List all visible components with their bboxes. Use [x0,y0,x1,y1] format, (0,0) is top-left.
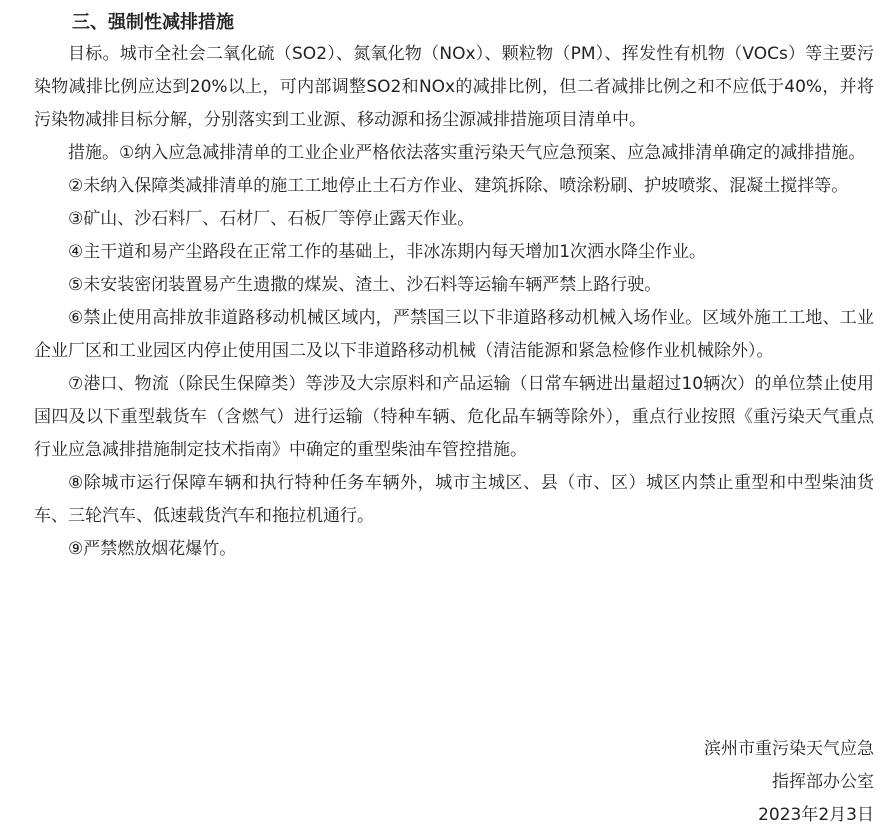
paragraph-goal: 目标。城市全社会二氧化硫（SO2）、氮氧化物（NOx）、颗粒物（PM）、挥发性有机物（VOCs）等主要污染物减排比例应达到20%以上，可内部调整SO2和NOx的减排比例，但二者减排比例之和不应低于40%，并将污染物减排目标分解，分别落实到工业源、移动源和扬尘源减排措施项目清单中。 [34,44,874,130]
signature-issuer-line2: 指挥部办公室 [772,772,874,792]
paragraph-measure-9: ⑨严禁燃放烟花爆竹。 [68,539,237,559]
paragraph-measure-4: ④主干道和易产尘路段在正常工作的基础上，非冰冻期内每天增加1次洒水降尘作业。 [68,242,707,262]
paragraph-measure-3: ③矿山、沙石料厂、石材厂、石板厂等停止露天作业。 [68,209,475,229]
document-body [34,8,874,566]
section-heading: 三、强制性减排措施 [72,12,234,33]
paragraph-measure-1: 措施。①纳入应急减排清单的工业企业严格依法落实重污染天气应急预案、应急减排清单确定的减排措施。 [68,143,866,163]
paragraph-measure-8: ⑧除城市运行保障车辆和执行特种任务车辆外，城市主城区、县（市、区）城区内禁止重型和中型柴油货车、三轮汽车、低速载货汽车和拖拉机通行。 [34,473,874,526]
paragraph-measure-2: ②未纳入保障类减排清单的施工工地停止土石方作业、建筑拆除、喷涂粉刷、护坡喷浆、混凝土搅拌等。 [68,176,849,196]
signature-issuer-line1: 滨州市重污染天气应急 [704,739,874,759]
paragraph-measure-6: ⑥禁止使用高排放非道路移动机械区域内，严禁国三以下非道路移动机械入场作业。区域外施工工地、工业企业厂区和工业园区内停止使用国二及以下非道路移动机械（清洁能源和紧急检修作业机械除外）。 [34,308,874,361]
paragraph-measure-5: ⑤未安装密闭装置易产生遗撒的煤炭、渣土、沙石料等运输车辆严禁上路行驶。 [68,275,662,295]
signature-date: 2023年2月3日 [758,805,874,825]
paragraph-measure-7: ⑦港口、物流（除民生保障类）等涉及大宗原料和产品运输（日常车辆进出量超过10辆次）的单位禁止使用国四及以下重型载货车（含燃气）进行运输（特种车辆、危化品车辆等除外），重点行业按照《重污染天气重点行业应急减排措施制定技术指南》中确定的重型柴油车管控措施。 [34,374,874,460]
